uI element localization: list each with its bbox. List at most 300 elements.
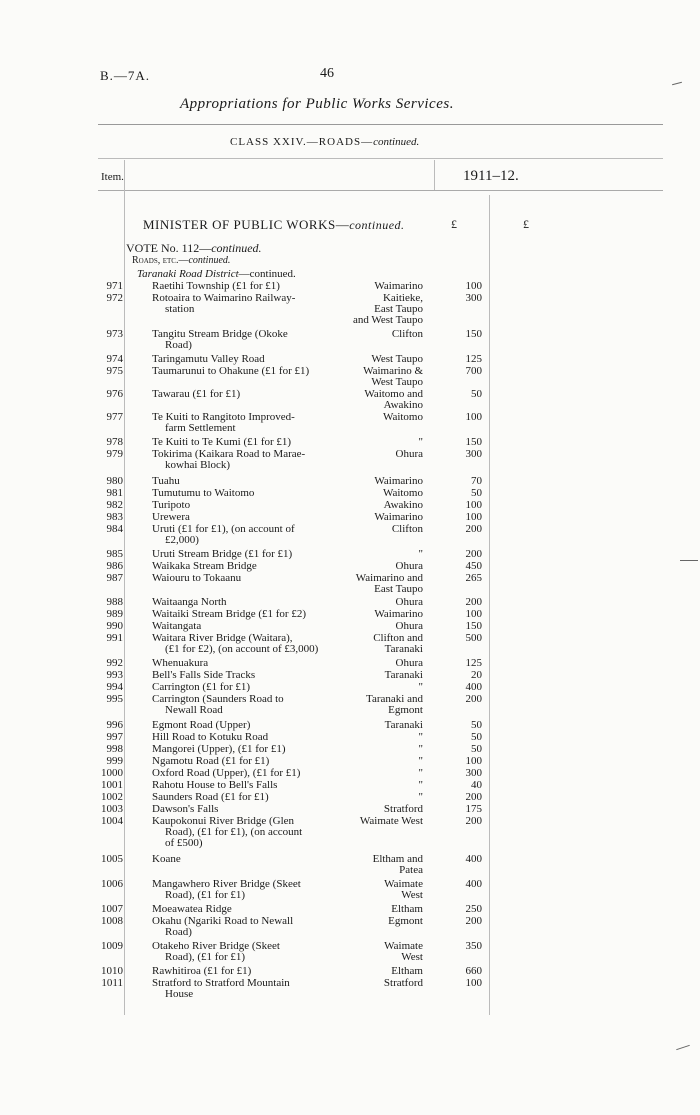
item-description [152, 744, 342, 755]
column-header-rule [98, 190, 663, 191]
amount: 300 [465, 292, 482, 304]
item-description [152, 658, 342, 669]
description-line: Oxford Road (Upper), (£1 for £1) [152, 767, 301, 779]
item-number: 1006 [101, 878, 123, 890]
description-line: Te Kuiti to Te Kumi (£1 for £1) [152, 436, 292, 448]
description-continuation: Road) [165, 339, 192, 351]
electorate [331, 366, 423, 388]
description-line: Waitaanga North [152, 596, 227, 608]
item-number: 987 [106, 572, 123, 584]
amount: 50 [471, 731, 482, 743]
item-number: 977 [106, 411, 123, 423]
amount: 300 [465, 448, 482, 460]
description-line: Saunders Road (£1 for £1) [152, 791, 269, 803]
description-continuation: Newall Road [165, 704, 223, 716]
amount: 50 [471, 743, 482, 755]
item-description [152, 978, 342, 1000]
item-number: 982 [106, 499, 123, 511]
description-line: Rahotu House to Bell's Falls [152, 779, 278, 791]
district-heading-text: Taranaki Road District [137, 268, 239, 280]
page-number: 46 [320, 66, 334, 81]
electorate-continuation: West [401, 951, 423, 963]
amount: 100 [465, 411, 482, 423]
item-description [152, 561, 342, 572]
amount: 500 [465, 632, 482, 644]
electorate-continuation: Taranaki [384, 643, 423, 655]
electorate-continuation: Awakino [383, 399, 423, 411]
amount: 250 [465, 903, 482, 915]
item-description [152, 966, 342, 977]
description-line: Tawarau (£1 for £1) [152, 388, 241, 400]
electorate [331, 354, 423, 365]
electorate [331, 549, 423, 560]
item-description [152, 354, 342, 365]
description-line: Tangitu Stream Bridge (Okoke [152, 328, 288, 340]
electorate [331, 670, 423, 681]
electorate-line: Egmont [388, 915, 423, 927]
electorate-continuation: Patea [399, 864, 423, 876]
amount: 125 [465, 657, 482, 669]
amount: 200 [465, 915, 482, 927]
electorate-line: Stratford [383, 803, 423, 815]
edge-mark [680, 560, 698, 561]
item-number: 975 [106, 365, 123, 377]
amount: 40 [471, 779, 482, 791]
electorate-line: Waimarino & [363, 365, 423, 377]
description-line: Whenuakura [152, 657, 209, 669]
electorate-continuation: East Taupo [374, 583, 423, 595]
description-continuation: Road) [165, 926, 192, 938]
electorate [331, 412, 423, 423]
roads-heading-continued: continued. [188, 255, 231, 266]
description-line: Urewera [152, 511, 190, 523]
roads-heading [132, 255, 230, 266]
description-line: Kaupokonui River Bridge (Glen [152, 815, 295, 827]
section-heading-text: MINISTER OF PUBLIC WORKS— [143, 217, 350, 232]
electorate [331, 966, 423, 977]
description-line: Okahu (Ngariki Road to Newall [152, 915, 294, 927]
district-heading [137, 268, 296, 280]
item-number: 980 [106, 475, 123, 487]
item-number: 999 [106, 755, 123, 767]
item-description [152, 804, 342, 815]
item-description [152, 500, 342, 511]
item-description [152, 476, 342, 487]
item-description [152, 633, 342, 655]
amount: 150 [465, 436, 482, 448]
item-number: 986 [106, 560, 123, 572]
electorate-line: Waitomo [382, 411, 423, 423]
item-description [152, 524, 342, 546]
vote-heading [126, 241, 262, 256]
item-description [152, 281, 342, 292]
electorate [331, 658, 423, 669]
item-number: 992 [106, 657, 123, 669]
electorate-continuation: West [401, 889, 423, 901]
amount: 100 [465, 755, 482, 767]
amount: 200 [465, 791, 482, 803]
item-number: 1007 [101, 903, 123, 915]
item-description [152, 670, 342, 681]
amount: 175 [465, 803, 482, 815]
item-number: 1003 [101, 803, 123, 815]
electorate [331, 437, 423, 448]
electorate-line: " [418, 731, 423, 743]
electorate [331, 633, 423, 655]
item-number: 1004 [101, 815, 123, 827]
class-title [230, 136, 419, 148]
item-description [152, 621, 342, 632]
electorate-line: Ohura [395, 620, 423, 632]
item-description [152, 366, 342, 377]
item-description [152, 792, 342, 803]
item-number: 984 [106, 523, 123, 535]
item-number: 1002 [101, 791, 123, 803]
description-continuation: Road), (£1 for £1) [165, 951, 246, 963]
item-number: 1005 [101, 853, 123, 865]
amount-column-divider [489, 195, 490, 1015]
electorate [331, 756, 423, 767]
electorate-line: Stratford [383, 977, 423, 989]
item-number: 1000 [101, 767, 123, 779]
description-line: Uruti (£1 for £1), (on account of [152, 523, 295, 535]
description-continuation: (£1 for £2), (on account of £3,000) [165, 643, 319, 655]
amount: 50 [471, 487, 482, 499]
item-number: 1010 [101, 965, 123, 977]
electorate-line: Taranaki [384, 719, 423, 731]
electorate-line: Eltham [391, 903, 423, 915]
electorate [331, 941, 423, 963]
electorate-line: Taranaki [384, 669, 423, 681]
item-number: 985 [106, 548, 123, 560]
item-number: 998 [106, 743, 123, 755]
electorate-line: " [418, 779, 423, 791]
item-description [152, 389, 342, 400]
description-line: Carrington (Saunders Road to [152, 693, 284, 705]
electorate-line: Waimarino [374, 280, 423, 292]
electorate [331, 329, 423, 340]
electorate-line: " [418, 743, 423, 755]
amount: 200 [465, 548, 482, 560]
year-column-divider [434, 160, 435, 190]
electorate [331, 281, 423, 292]
electorate-line: Waimarino and [355, 572, 423, 584]
electorate [331, 621, 423, 632]
description-line: Turipoto [152, 499, 191, 511]
item-description [152, 609, 342, 620]
item-description [152, 597, 342, 608]
description-line: Ngamotu Road (£1 for £1) [152, 755, 270, 767]
description-continuation: farm Settlement [165, 422, 236, 434]
amount: 100 [465, 608, 482, 620]
description-line: Mangawhero River Bridge (Skeet [152, 878, 301, 890]
item-number: 989 [106, 608, 123, 620]
item-number: 1009 [101, 940, 123, 952]
item-description [152, 720, 342, 731]
amount: 50 [471, 719, 482, 731]
amount: 70 [471, 475, 482, 487]
amount: 100 [465, 499, 482, 511]
description-line: Waitara River Bridge (Waitara), [152, 632, 293, 644]
amount: 200 [465, 815, 482, 827]
electorate-line: " [418, 791, 423, 803]
amount: 100 [465, 280, 482, 292]
electorate [331, 768, 423, 779]
description-continuation: of £500) [165, 837, 203, 849]
electorate-line: Clifton and [373, 632, 423, 644]
item-description [152, 816, 342, 849]
description-line: Waiouru to Tokaanu [152, 572, 242, 584]
item-number: 996 [106, 719, 123, 731]
amount: 20 [471, 669, 482, 681]
edge-mark [672, 82, 682, 85]
amount: 50 [471, 388, 482, 400]
description-line: Taumarunui to Ohakune (£1 for £1) [152, 365, 310, 377]
item-number: 991 [106, 632, 123, 644]
description-line: Rawhitiroa (£1 for £1) [152, 965, 252, 977]
item-description [152, 732, 342, 743]
electorate-line: Ohura [395, 596, 423, 608]
amount: 200 [465, 596, 482, 608]
item-number: 993 [106, 669, 123, 681]
electorate [331, 449, 423, 460]
class-rule [98, 158, 663, 159]
electorate-line: Waimarino [374, 511, 423, 523]
amount: 400 [465, 853, 482, 865]
item-number: 995 [106, 693, 123, 705]
electorate-line: Waitomo [382, 487, 423, 499]
item-description [152, 756, 342, 767]
item-description [152, 780, 342, 791]
item-number: 994 [106, 681, 123, 693]
roads-heading-text: Roads, etc.— [132, 255, 189, 266]
item-number: 990 [106, 620, 123, 632]
description-line: Stratford to Stratford Mountain [152, 977, 290, 989]
item-number: 1011 [101, 977, 123, 989]
description-line: Hill Road to Kotuku Road [152, 731, 269, 743]
description-line: Uruti Stream Bridge (£1 for £1) [152, 548, 293, 560]
item-description [152, 573, 342, 584]
description-line: Tumutumu to Waitomo [152, 487, 255, 499]
section-heading-continued: continued. [349, 218, 405, 232]
item-number: 1001 [101, 779, 123, 791]
item-description [152, 916, 342, 938]
item-description [152, 293, 342, 315]
electorate-continuation: and West Taupo [352, 314, 423, 326]
item-description [152, 329, 342, 351]
electorate [331, 978, 423, 989]
item-description [152, 941, 342, 963]
item-description [152, 854, 342, 865]
electorate [331, 854, 423, 876]
amount: 400 [465, 681, 482, 693]
item-number: 988 [106, 596, 123, 608]
electorate-line: West Taupo [371, 353, 423, 365]
description-line: Taringamutu Valley Road [152, 353, 265, 365]
electorate-line: " [418, 436, 423, 448]
edge-mark [676, 1045, 690, 1050]
electorate [331, 916, 423, 927]
item-number: 979 [106, 448, 123, 460]
amount: 100 [465, 511, 482, 523]
item-description [152, 437, 342, 448]
electorate [331, 792, 423, 803]
electorate-line: " [418, 755, 423, 767]
item-column-header: Item. [101, 171, 124, 183]
description-line: Tokirima (Kaikara Road to Marae- [152, 448, 306, 460]
item-number: 983 [106, 511, 123, 523]
electorate [331, 389, 423, 411]
electorate [331, 476, 423, 487]
item-number: 997 [106, 731, 123, 743]
electorate [331, 816, 423, 827]
electorate [331, 597, 423, 608]
year-column-header: 1911–12. [463, 168, 519, 184]
description-continuation: Road), (£1 for £1), (on account [165, 826, 303, 838]
electorate [331, 804, 423, 815]
item-number: 978 [106, 436, 123, 448]
electorate [331, 694, 423, 716]
amount: 150 [465, 620, 482, 632]
electorate-continuation: West Taupo [371, 376, 423, 388]
header-rule [98, 124, 663, 125]
electorate [331, 780, 423, 791]
pound-sign: £ [451, 217, 457, 231]
electorate [331, 512, 423, 523]
electorate-line: Waimate [384, 940, 423, 952]
item-description [152, 512, 342, 523]
electorate-line: " [418, 767, 423, 779]
description-line: Bell's Falls Side Tracks [152, 669, 256, 681]
electorate [331, 488, 423, 499]
description-line: Waikaka Stream Bridge [152, 560, 257, 572]
electorate-continuation: East Taupo [374, 303, 423, 315]
electorate-line: Waitomo and [364, 388, 423, 400]
description-continuation: House [165, 988, 194, 1000]
description-line: Tuahu [152, 475, 180, 487]
electorate [331, 609, 423, 620]
description-continuation: £2,000) [165, 534, 199, 546]
electorate-line: Clifton [391, 328, 423, 340]
electorate-continuation: Egmont [388, 704, 423, 716]
description-line: Koane [152, 853, 181, 865]
document-reference: B.—7A. [100, 68, 151, 83]
electorate-line: Ohura [395, 560, 423, 572]
electorate-line: Waimarino [374, 608, 423, 620]
amount: 700 [465, 365, 482, 377]
electorate [331, 500, 423, 511]
item-column-divider [124, 160, 125, 1015]
item-description [152, 412, 342, 434]
item-number: 971 [106, 280, 123, 292]
item-description [152, 768, 342, 779]
electorate [331, 732, 423, 743]
electorate-line: Waimarino [374, 475, 423, 487]
amount: 265 [465, 572, 482, 584]
amount: 100 [465, 977, 482, 989]
amount: 350 [465, 940, 482, 952]
description-line: Carrington (£1 for £1) [152, 681, 251, 693]
amount: 125 [465, 353, 482, 365]
electorate [331, 904, 423, 915]
electorate [331, 879, 423, 901]
vote-heading-text: VOTE No. 112— [126, 241, 212, 255]
electorate [331, 744, 423, 755]
item-number: 1008 [101, 915, 123, 927]
electorate-line: Kaitieke, [382, 292, 423, 304]
item-number: 981 [106, 487, 123, 499]
amount: 300 [465, 767, 482, 779]
district-heading-continued: —continued. [238, 268, 296, 280]
amount: 400 [465, 878, 482, 890]
class-title-continued: continued. [373, 136, 420, 148]
electorate-line: Clifton [391, 523, 423, 535]
item-number: 974 [106, 353, 123, 365]
item-description [152, 488, 342, 499]
electorate-line: Eltham [391, 965, 423, 977]
pound-sign: £ [523, 217, 529, 231]
item-description [152, 694, 342, 716]
description-line: Moeawatea Ridge [152, 903, 232, 915]
description-line: Raetihi Township (£1 for £1) [152, 280, 280, 292]
description-line: Egmont Road (Upper) [152, 719, 251, 731]
electorate [331, 682, 423, 693]
class-title-text: CLASS XXIV.—ROADS— [230, 136, 374, 148]
description-continuation: station [165, 303, 195, 315]
electorate [331, 573, 423, 595]
electorate-line: Eltham and [372, 853, 423, 865]
electorate-line: " [418, 548, 423, 560]
electorate [331, 524, 423, 535]
description-continuation: Road), (£1 for £1) [165, 889, 246, 901]
description-line: Waitaiki Stream Bridge (£1 for £2) [152, 608, 306, 620]
electorate-line: Awakino [383, 499, 423, 511]
amount: 150 [465, 328, 482, 340]
item-description [152, 449, 342, 471]
electorate [331, 720, 423, 731]
item-description [152, 549, 342, 560]
electorate-line: Taranaki and [366, 693, 423, 705]
description-continuation: kowhai Block) [165, 459, 231, 471]
description-line: Mangorei (Upper), (£1 for £1) [152, 743, 286, 755]
item-description [152, 879, 342, 901]
vote-heading-continued: continued. [211, 241, 262, 255]
electorate-line: Ohura [395, 448, 423, 460]
electorate-line: Ohura [395, 657, 423, 669]
electorate [331, 293, 423, 326]
page-title: Appropriations for Public Works Services. [180, 96, 454, 112]
item-number: 973 [106, 328, 123, 340]
electorate-line: Waimate [384, 878, 423, 890]
item-number: 972 [106, 292, 123, 304]
amount: 200 [465, 693, 482, 705]
description-line: Otakeho River Bridge (Skeet [152, 940, 280, 952]
description-line: Te Kuiti to Rangitoto Improved- [152, 411, 295, 423]
section-heading [143, 217, 405, 233]
description-line: Waitangata [152, 620, 202, 632]
amount: 450 [465, 560, 482, 572]
amount: 660 [465, 965, 482, 977]
electorate-line: " [418, 681, 423, 693]
electorate-line: Waimate West [359, 815, 423, 827]
amount: 200 [465, 523, 482, 535]
item-description [152, 904, 342, 915]
item-description [152, 682, 342, 693]
description-line: Dawson's Falls [152, 803, 219, 815]
electorate [331, 561, 423, 572]
item-number: 976 [106, 388, 123, 400]
description-line: Rotoaira to Waimarino Railway- [152, 292, 296, 304]
